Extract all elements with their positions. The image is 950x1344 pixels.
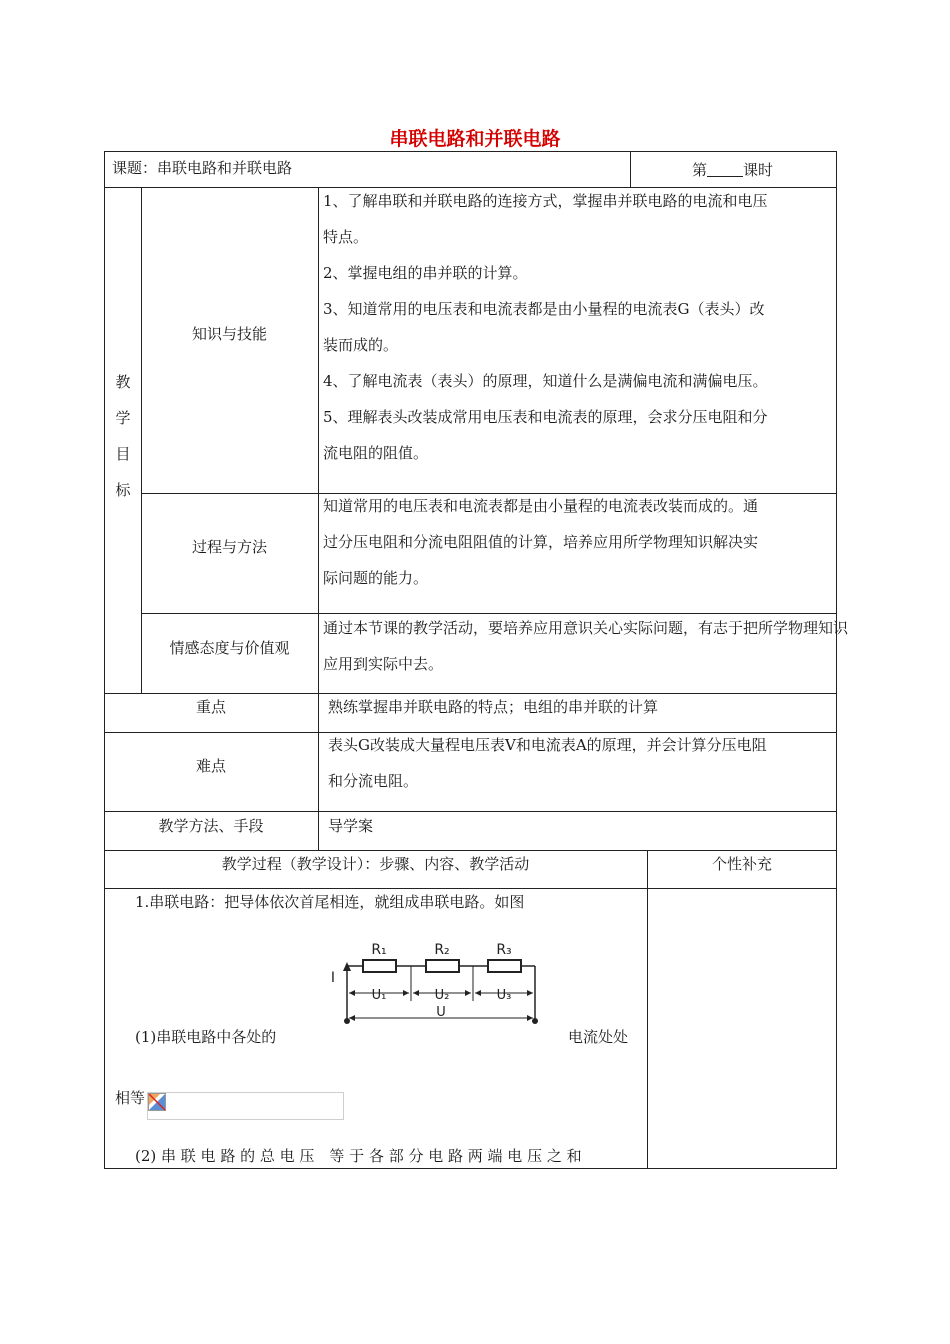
resistor-r3 <box>488 960 521 972</box>
broken-image-icon <box>148 1093 166 1111</box>
objectives-label: 教 学 目 标 <box>115 373 131 499</box>
attitude-label: 情感态度与价值观 <box>169 639 290 657</box>
missing-image-placeholder <box>147 1092 344 1120</box>
knowledge-label: 知识与技能 <box>191 325 267 343</box>
series-voltage: (2) 串 联 电 路 的 总 电 压 等 于 各 部 分 电 路 两 端 电 压 之 和 <box>135 1147 582 1165</box>
period-suffix: 课时 <box>743 161 774 179</box>
series-current-cont: 相等 <box>115 1089 146 1107</box>
difficulties-text: 表头G改装成大量程电压表V和电流表A的原理，并会计算分压电阻 和分流电阻。 <box>328 736 767 790</box>
attitude-text: 通过本节课的教学活动，要培养应用意识关心实际问题，有志于把所学物理知识 应用到实际中去。 <box>323 619 849 673</box>
period-blank <box>707 162 743 177</box>
series-current-left: (1)串联电路中各处的 <box>135 1028 277 1046</box>
methods-text: 导学案 <box>328 817 374 835</box>
label-u2: U₂ <box>434 988 450 1003</box>
label-u: U <box>436 1005 446 1020</box>
label-current: I <box>330 970 336 986</box>
label-r1: R₁ <box>371 942 387 958</box>
label-u1: U₁ <box>371 988 387 1003</box>
page-title: 串联电路和并联电路 <box>389 128 561 150</box>
period-label <box>692 160 773 180</box>
label-r2: R₂ <box>434 942 450 958</box>
label-r3: R₃ <box>496 942 512 958</box>
process-label: 过程与方法 <box>191 538 267 556</box>
terminal-left <box>344 1018 350 1024</box>
supplement-header: 个性补充 <box>711 855 772 873</box>
process-text: 知道常用的电压表和电流表都是由小量程的电流表改装而成的。通 过分压电阻和分流电阻阻值的计算，培养应用所学物理知识解决实 际问题的能力。 <box>323 497 759 587</box>
methods-label: 教学方法、手段 <box>158 817 264 835</box>
process-design-header: 教学过程（教学设计）：步骤、内容、教学活动 <box>221 855 530 873</box>
series-current-right: 电流处处 <box>568 1028 629 1046</box>
resistor-r2 <box>426 960 459 972</box>
difficulties-label: 难点 <box>195 757 226 775</box>
knowledge-text: 1、了解串联和并联电路的连接方式，掌握串并联电路的电流和电压 特点。 2、掌握电组的串并联的计算。 3、知道常用的电压表和电流表都是由小量程的电流表G（表头）改 装而成的。 4、了解电流表（表头）的原理，知道什么是满偏电流和满偏电压。 5、理解表头改装成常用电压表和电流表的原理，会求分压电阻和分 流电阻的阻值。 <box>323 192 768 462</box>
key-points-label: 重点 <box>195 698 226 716</box>
terminal-right <box>532 1018 538 1024</box>
label-u3: U₃ <box>496 988 512 1003</box>
period-prefix: 第 <box>692 161 708 179</box>
key-points-text: 熟练掌握串并联电路的特点；电组的串并联的计算 <box>328 698 659 716</box>
series-circuit-diagram <box>325 936 555 1031</box>
resistor-r1 <box>363 960 396 972</box>
series-definition: 1.串联电路：把导体依次首尾相连，就组成串联电路。如图 <box>135 893 525 911</box>
topic-label: 课题：串联电路和并联电路 <box>112 159 293 177</box>
